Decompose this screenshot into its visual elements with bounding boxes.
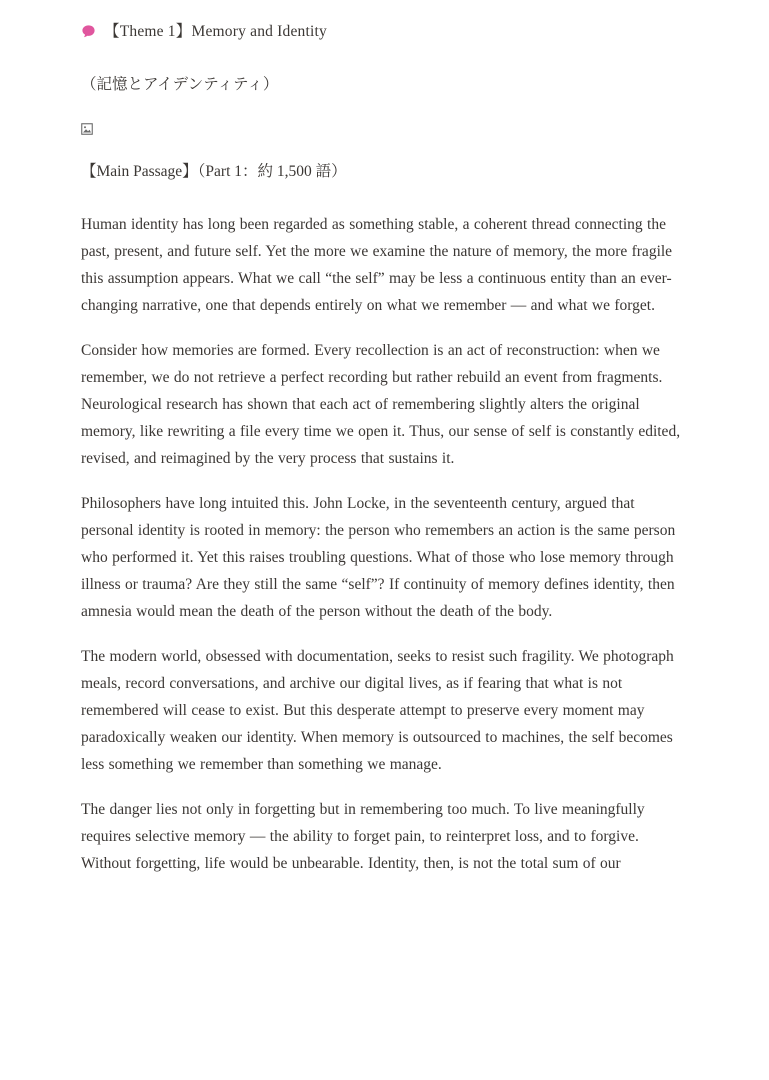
theme-title: 【Theme 1】Memory and Identity [104,23,327,40]
passage-paragraph-4: The modern world, obsessed with documentation, seeks to resist such fragility. We photograph meals, record conversations, and archive our digital lives, as if fearing that what is not remembered will cease to exist. But this desperate attempt to preserve every moment may paradoxically weaken our identity. When memory is outsourced to machines, the self becomes less something we remember than something we manage. [81,648,674,773]
theme-subtitle: （記憶とアイデンティティ） [81,76,279,93]
passage-paragraph-2: Consider how memories are formed. Every recollection is an act of reconstruction: when we remember, we do not retrieve a perfect recording but rather rebuild an event from fragments. Neurological research has shown that each act of remembering slightly alters the original memory, like rewriting a file every time we open it. Thus, our sense of self is constantly edited, revised, and reimagined by the very process that sustains it. [81,342,681,467]
passage-paragraph-1: Human identity has long been regarded as something stable, a coherent thread connecting the past, present, and future self. Yet the more we examine the nature of memory, the more fragile this assumption appears. What we call “the self” may be less a continuous entity than an ever-changing narrative, one that depends entirely on what we remember — and what we forget. [81,216,673,314]
passage-paragraph-5: The danger lies not only in forgetting but in remembering too much. To live meaningfully requires selective memory — the ability to forget pain, to reinterpret loss, and to forgive. Without forgetting, life would be unbearable. Identity, then, is not the total sum of our [81,801,645,872]
passage-paragraph-3: Philosophers have long intuited this. John Locke, in the seventeenth century, argued that personal identity is rooted in memory: the person who remembers an action is the same person who performed it. Yet this raises troubling questions. What of those who lose memory through illness or trauma? Are they still the same “self”? If continuity of memory defines identity, then amnesia would mean the death of the person without the death of the body. [81,495,676,620]
speech-bubble-icon [81,24,96,39]
image-placeholder-icon [81,123,93,135]
theme-title-row [81,18,689,45]
passage-heading: 【Main Passage】（Part 1：約 1,500 語） [81,163,347,180]
image-icon-row [81,122,689,136]
